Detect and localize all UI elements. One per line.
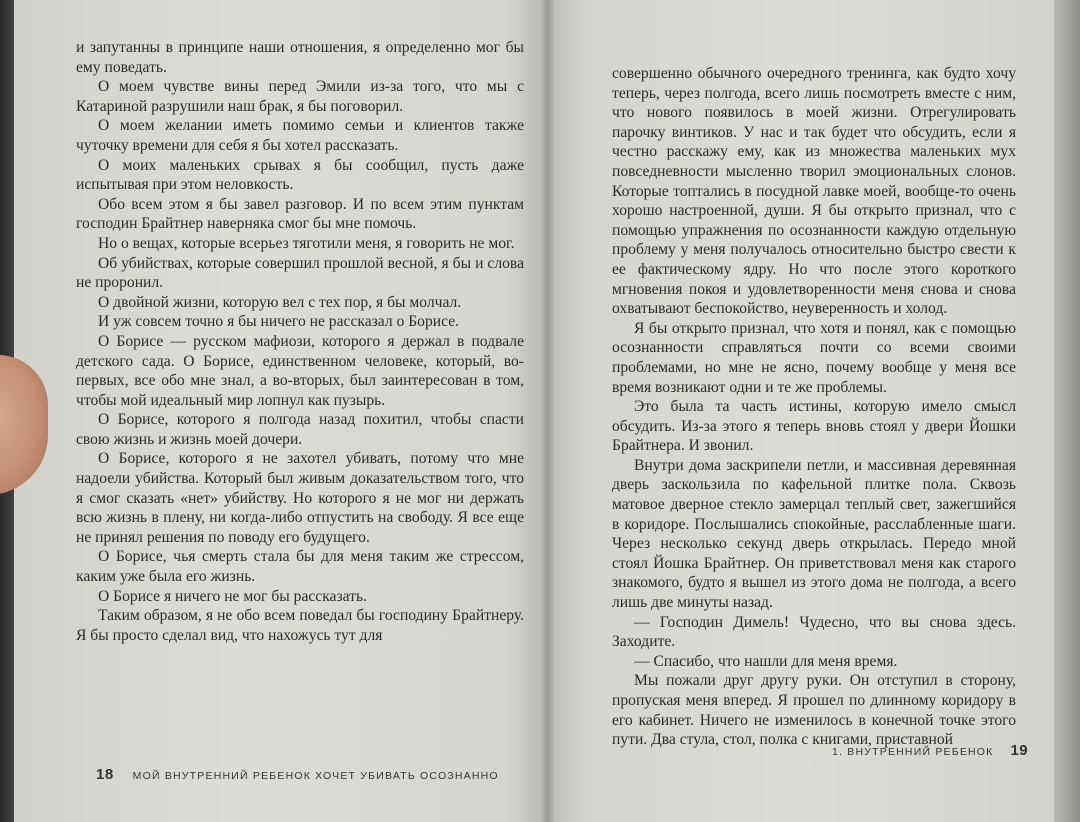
paragraph: И уж совсем точно я бы ничего не рассказал о Борисе. — [98, 313, 460, 331]
paragraph: Таким образом, я не обо всем поведал бы господину Брайтнеру. Я бы просто сделал вид, что нахожусь тут для — [76, 607, 524, 644]
right-page-text — [612, 64, 1016, 750]
paragraph: и запутанны в принципе наши отношения, я определенно мог бы ему поведать. — [76, 39, 524, 76]
paragraph: Об убийствах, которые совершил прошлой весной, я бы и слова не проронил. — [76, 254, 524, 292]
left-page-footer — [96, 766, 499, 784]
right-page-footer — [832, 742, 1028, 760]
running-title: МОЙ ВНУТРЕННИЙ РЕБЕНОК ХОЧЕТ УБИВАТЬ ОСОЗНАННО — [132, 770, 499, 782]
paragraph: О моем чувстве вины перед Эмили из-за того, что мы с Катариной разрушили наш брак, я бы поговорил. — [76, 78, 524, 115]
left-page-text — [76, 38, 524, 645]
page-number: 19 — [1010, 742, 1029, 759]
paragraph: О Борисе, которого я не захотел убивать, потому что мне надоели убийства. Который был живым доказательством того, что я смог сказать «нет» убийству. Но которого я не мог ни держать всю жизнь в плену, ни когда-либо отпустить на свободу. Я все еще не принял решения по поводу его будущего. — [76, 450, 524, 546]
paragraph: Я бы открыто признал, что хотя и понял, как с помощью осознанности справляться почти со всеми своими проблемами, но мне не ясно, почему вообще у меня все время возникают одни и те же проблемы. — [612, 319, 1016, 396]
paragraph: — Спасибо, что нашли для меня время. — [634, 652, 898, 670]
right-edge — [1054, 0, 1080, 822]
paragraph: О моем желании иметь помимо семьи и клиентов также чуточку времени для себя я бы хотел рассказать. — [76, 117, 524, 154]
page-number: 18 — [96, 766, 114, 783]
paragraph: совершенно обычного очередного тренинга, как будто хочу теперь, через полгода, всего лишь посмотреть вместе с ним, что нового появилось в моей жизни. Отрегулировать парочку винтиков. У нас и так будет что обсудить, если я честно расскажу ему, как из множества маленьких мух повседневности мысленно творил эмоциональных слонов. Которые топтались в посудной лавке моей, вообще-то очень хорошо настроенной, души. Я бы открыто признал, что с помощью упражнения по осознанности каждую отдельную проблему у меня получалось относительно быстро свести к ее фактическому ядру. Но что после этого короткого мгновения покоя и удовлетворенности меня снова и снова охватывают беспокойство, неуверенность и холод. — [612, 65, 1016, 318]
paragraph: Это была та часть истины, которую имело смысл обсудить. Из-за этого я теперь вновь стоял у двери Йошки Брайтнера. И звонил. — [612, 398, 1016, 455]
paragraph: Обо всем этом я бы завел разговор. И по всем этим пунктам господин Брайтнер наверняка смог бы мне помочь. — [76, 195, 524, 233]
paragraph: О Борисе я ничего не мог бы рассказать. — [98, 587, 367, 605]
paragraph: О Борисе, чья смерть стала бы для меня таким же стрессом, каким уже была его жизнь. — [76, 548, 524, 586]
paragraph: О Борисе — русском мафиози, которого я держал в подвале детского сада. О Борисе, единственном человеке, который, во-первых, все обо мне знал, а во-вторых, был заинтересован в том, чтобы мой идеальный мир лопнул как пузырь. — [76, 332, 524, 409]
book-gutter — [540, 0, 556, 822]
paragraph: Внутри дома заскрипели петли, и массивная деревянная дверь заскользила по кафельной плитке пола. Сквозь матовое дверное стекло замерцал теплый свет, зажегшийся в коридоре. Послышались спокойные, расслабленные шаги. Через несколько секунд дверь открылась. Передо мной стоял Йошка Брайтнер. Он приветствовал меня как старого знакомого, будто я вышел из этого дома не полгода, а всего лишь две минуты назад. — [612, 456, 1016, 612]
paragraph: Мы пожали друг другу руки. Он отступил в сторону, пропуская меня вперед. Я прошел по длинному коридору в его кабинет. Ничего не изменилось в конечной точке этого пути. Два стула, стол, полка с книгами, приставной — [612, 672, 1016, 749]
running-title: 1. ВНУТРЕННИЙ РЕБЕНОК — [832, 746, 994, 758]
paragraph: О моих маленьких срывах я бы сообщил, пусть даже испытывая при этом неловкость. — [76, 156, 524, 194]
paragraph: О двойной жизни, которую вел с тех пор, я бы молчал. — [98, 293, 462, 311]
paragraph: Но о вещах, которые всерьез тяготили меня, я говорить не мог. — [98, 234, 515, 252]
paragraph: — Господин Димель! Чудесно, что вы снова здесь. Заходите. — [612, 613, 1016, 651]
paragraph: О Борисе, которого я полгода назад похитил, чтобы спасти свою жизнь и жизнь моей дочери. — [76, 411, 524, 448]
